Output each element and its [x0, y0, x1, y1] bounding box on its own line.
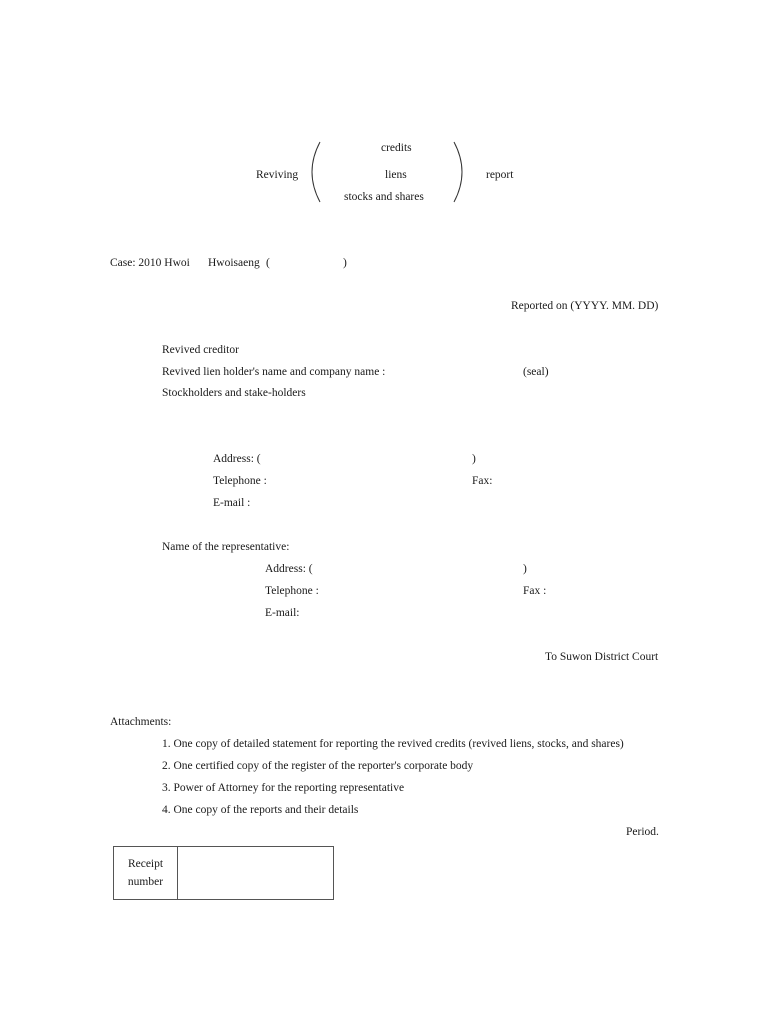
case-type: Hwoisaeng	[208, 257, 260, 269]
case-open-paren: (	[266, 257, 270, 269]
seal-label: (seal)	[523, 366, 549, 378]
title-option-credits: credits	[381, 142, 412, 154]
representative-address-label: Address: (	[265, 563, 313, 575]
receipt-label-line2: number	[127, 876, 164, 888]
reporter-telephone-label: Telephone :	[213, 475, 267, 487]
receipt-label	[114, 847, 178, 899]
receipt-number-field[interactable]	[178, 847, 333, 899]
receipt-box	[113, 846, 334, 900]
reporter-line3: Stockholders and stake-holders	[162, 387, 306, 399]
receipt-label-line1: Receipt	[127, 858, 164, 870]
representative-email-label: E-mail:	[265, 607, 300, 619]
attachment-item: 4. One copy of the reports and their details	[162, 804, 359, 816]
representative-fax-label: Fax :	[523, 585, 547, 597]
reported-on: Reported on (YYYY. MM. DD)	[511, 300, 659, 312]
reporter-email-label: E-mail :	[213, 497, 251, 509]
attachment-item: 3. Power of Attorney for the reporting representative	[162, 782, 405, 794]
title-left: Reviving	[256, 169, 299, 181]
reporter-fax-label: Fax:	[472, 475, 493, 487]
reporter-address-close: )	[472, 453, 476, 465]
case-prefix: Case: 2010 Hwoi	[110, 257, 190, 269]
reporter-line2: Revived lien holder's name and company name :	[162, 366, 386, 378]
attachment-item: 1. One copy of detailed statement for reporting the revived credits (revived liens, stocks, and shares)	[162, 738, 624, 750]
title-open-bracket	[302, 140, 322, 204]
representative-telephone-label: Telephone :	[265, 585, 319, 597]
court-addressee: To Suwon District Court	[545, 651, 659, 663]
title-close-bracket	[452, 140, 472, 204]
title-option-liens: liens	[385, 169, 407, 181]
representative-label: Name of the representative:	[162, 541, 290, 553]
attachment-item: 2. One certified copy of the register of the reporter's corporate body	[162, 760, 474, 772]
attachments-label: Attachments:	[110, 716, 172, 728]
period-label: Period.	[626, 826, 659, 838]
case-close-paren: )	[343, 257, 347, 269]
title-right: report	[486, 169, 514, 181]
reporter-address-label: Address: (	[213, 453, 261, 465]
reporter-line1: Revived creditor	[162, 344, 239, 356]
title-option-stocks: stocks and shares	[344, 191, 424, 203]
representative-address-close: )	[523, 563, 527, 575]
